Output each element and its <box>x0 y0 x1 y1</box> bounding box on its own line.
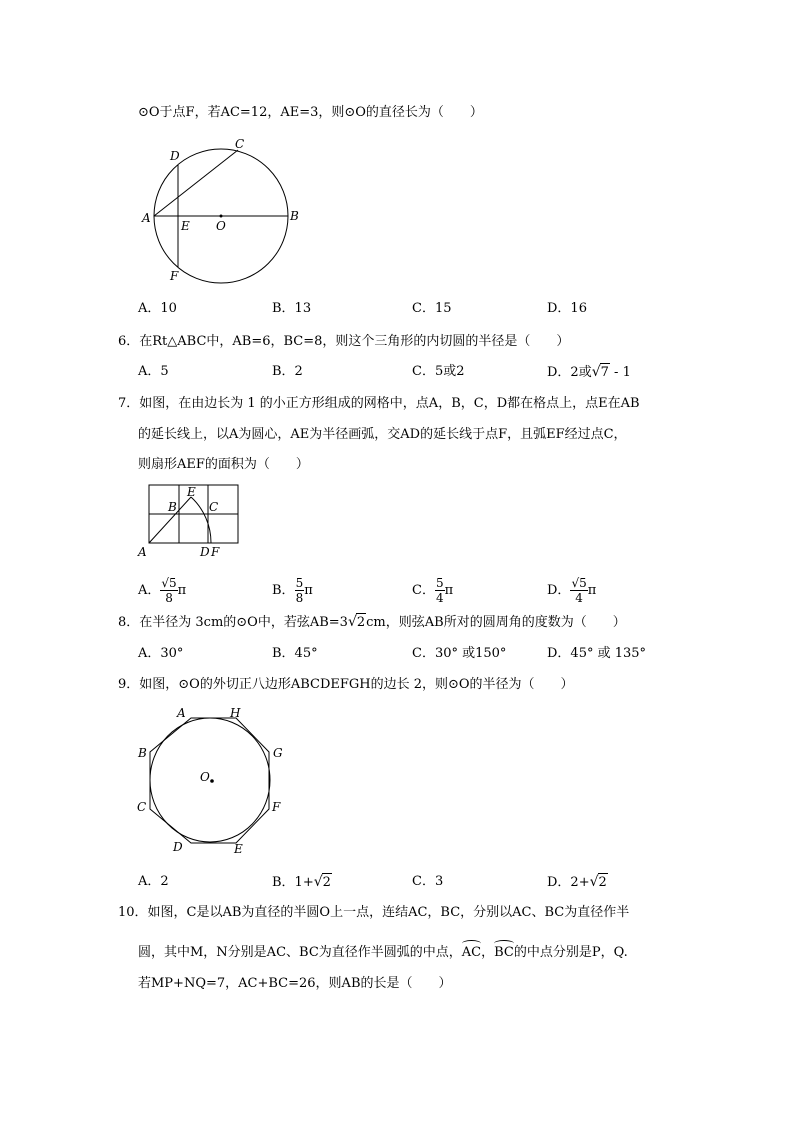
q9-option-d[interactable] <box>547 873 608 892</box>
q9-label-a: A <box>177 706 186 720</box>
q10-line2-suffix: 的中点分别是P，Q. <box>513 945 628 960</box>
q6-option-d-radicand: 7 <box>600 365 609 380</box>
q8-option-c[interactable]: C．30° 或150° <box>412 646 507 661</box>
q9-label-g: G <box>273 746 283 760</box>
q10-arc-bc: BC <box>494 940 514 962</box>
q7-label-a: A <box>138 545 147 559</box>
denominator: 8 <box>165 591 173 605</box>
q7-stem-line1: 7．如图，在由边长为 1 的小正方形组成的网格中，点A，B，C，D都在格点上，点E在AB <box>118 396 640 411</box>
q9-options <box>0 873 794 891</box>
q9-label-o: O <box>200 770 210 784</box>
q6-option-c[interactable]: C．5或2 <box>412 364 465 379</box>
q6-option-d-suffix: - 1 <box>609 365 631 380</box>
q7-label-f: F <box>211 545 220 559</box>
pi-symbol: π <box>587 583 597 598</box>
pi-symbol: π <box>177 583 187 598</box>
sqrt-symbol: √ <box>589 874 599 890</box>
q9-option-a[interactable]: A．2 <box>138 874 169 889</box>
option-label: D． <box>547 583 571 598</box>
q9-stem: 9．如图，⊙O的外切正八边形ABCDEFGH的边长 2，则⊙O的半径为（ ） <box>118 677 574 692</box>
q9-label-h: H <box>230 706 241 720</box>
q5-label-f: F <box>170 269 179 283</box>
numerator: √5 <box>161 576 177 590</box>
numerator: 5 <box>435 576 444 590</box>
q5-option-a[interactable]: A．10 <box>138 301 177 316</box>
q10-stem-line1: 10．如图，C是以AB为直径的半圆O上一点，连结AC，BC，分别以AC、BC为直径作半 <box>118 905 630 920</box>
option-label: C． <box>412 583 435 598</box>
q8-option-a[interactable]: A．30° <box>138 646 184 661</box>
q9-label-c: C <box>137 800 147 814</box>
q10-sep: ， <box>481 945 495 960</box>
q6-option-a[interactable]: A．5 <box>138 364 169 379</box>
q8-option-b[interactable]: B．45° <box>272 646 318 661</box>
denominator: 8 <box>295 591 304 605</box>
q5-label-d: D <box>170 149 180 163</box>
pi-symbol: π <box>304 583 313 598</box>
q7-label-d: D <box>200 545 210 559</box>
q5-option-c[interactable]: C．15 <box>412 301 452 316</box>
pi-symbol: π <box>444 583 454 598</box>
q9-option-b-text: B．1+ <box>272 875 314 890</box>
q9-option-b-radicand: 2 <box>322 875 331 890</box>
q10-line2-prefix: 圆，其中M，N分别是AC、BC为直径作半圆弧的中点， <box>138 945 462 960</box>
q8-stem-prefix: 8．在半径为 3cm的⊙O中，若弦AB=3 <box>118 615 348 630</box>
q9-label-b: B <box>138 746 147 760</box>
q9-option-d-radicand: 2 <box>598 875 607 890</box>
sqrt-symbol: √ <box>313 874 323 890</box>
q6-option-b[interactable]: B．2 <box>272 364 303 379</box>
q9-center-dot <box>210 779 214 783</box>
q5-label-b: B <box>290 209 299 223</box>
q8-option-d[interactable]: D．45° 或 135° <box>547 646 647 661</box>
q10-stem-line3: 若MP+NQ=7，AC+BC=26，则AB的长是（ ） <box>138 976 452 991</box>
q5-label-c: C <box>235 137 245 151</box>
q9-option-b[interactable] <box>272 873 332 892</box>
q9-label-d: D <box>173 840 183 854</box>
q6-option-d-prefix: D．2或 <box>547 365 592 380</box>
q7-label-c: C <box>209 500 219 514</box>
q8-stem-suffix: cm，则弦AB所对的圆周角的度数为（ ） <box>366 615 626 630</box>
numerator: √5 <box>571 576 587 590</box>
q10-arc-ac: AC <box>462 940 481 962</box>
q5-stem: ⊙O于点F，若AC=12，AE=3，则⊙O的直径长为（ ） <box>138 105 483 120</box>
denominator: 4 <box>435 591 444 605</box>
q10-stem-line2 <box>138 940 628 962</box>
q8-stem-radicand: 2 <box>356 615 366 630</box>
q7-label-e: E <box>187 485 196 499</box>
sqrt-symbol: √ <box>347 614 357 630</box>
q5-label-e: E <box>181 219 190 233</box>
option-label: A． <box>138 583 161 598</box>
q7-stem-line2: 的延长线上，以A为圆心，AE为半径画弧，交AD的延长线于点F，且弧EF经过点C， <box>138 427 627 442</box>
q5-option-b[interactable]: B．13 <box>272 301 312 316</box>
option-label: B． <box>272 583 295 598</box>
q9-option-c[interactable]: C．3 <box>412 874 444 889</box>
sqrt-symbol: √ <box>591 364 601 380</box>
denominator: 4 <box>575 591 583 605</box>
q7-label-b: B <box>168 500 177 514</box>
q5-option-d[interactable]: D．16 <box>547 301 587 316</box>
q5-label-o: O <box>216 219 226 233</box>
q9-label-e: E <box>234 842 243 856</box>
q9-label-f: F <box>272 800 281 814</box>
q6-stem: 6．在Rt△ABC中，AB=6，BC=8，则这个三角形的内切圆的半径是（ ） <box>118 334 570 349</box>
q9-option-d-text: D．2+ <box>547 875 590 890</box>
numerator: 5 <box>295 576 304 590</box>
q7-stem-line3: 则扇形AEF的面积为（ ） <box>138 457 309 472</box>
q5-label-a: A <box>142 211 151 225</box>
